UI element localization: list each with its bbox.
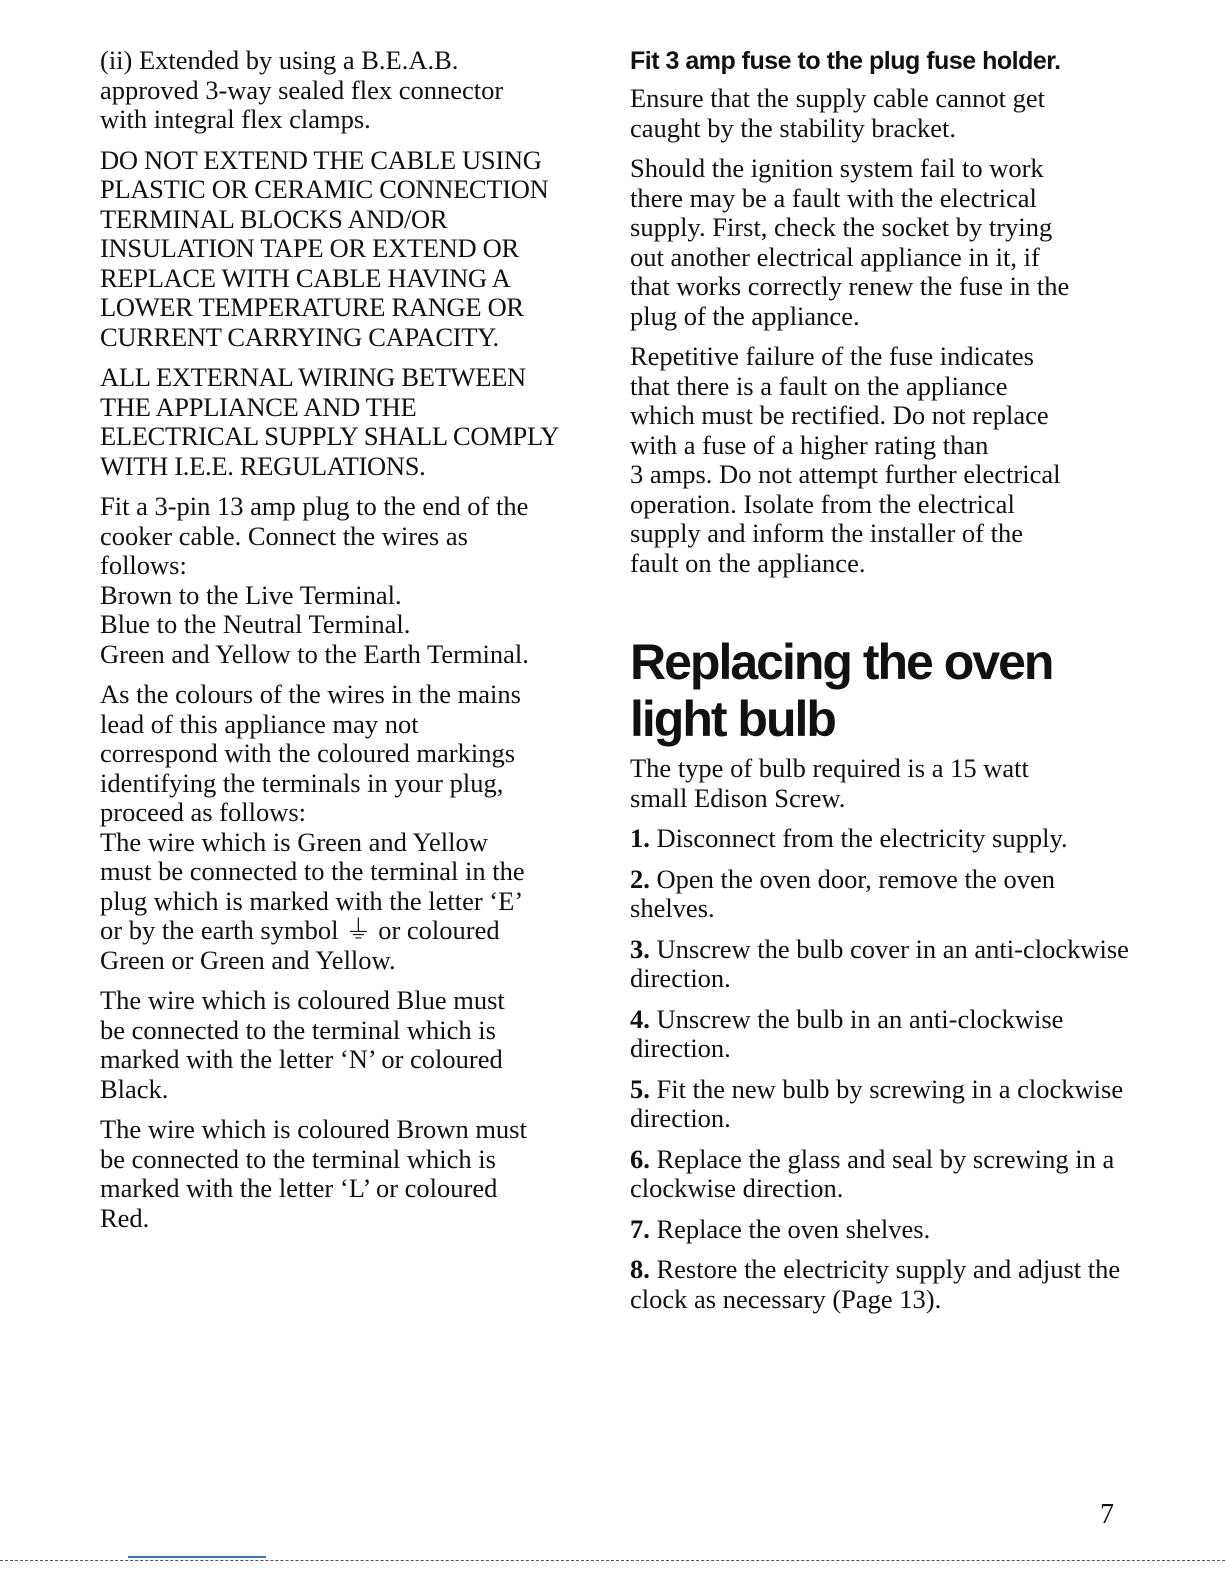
step-item: 8. Restore the electricity supply and adjust the clock as necessary (Page 13).: [630, 1254, 1121, 1314]
right-column: [630, 46, 1130, 1325]
step-item: 1. Disconnect from the electricity supply.: [630, 823, 1068, 853]
supply-cable-paragraph: Ensure that the supply cable cannot get caught by the stability bracket.: [630, 83, 1046, 143]
step-item: 3. Unscrew the bulb cover in an anti-clockwise direction.: [630, 933, 1129, 993]
cable-extension-warning: DO NOT EXTEND THE CABLE USING PLASTIC OR CERAMIC CONNECTION TERMINAL BLOCKS AND/OR INSULATION TAPE OR EXTEND OR REPLACE WITH CABLE HAVING A LOWER TEMPERATURE RANGE OR CURRENT CARRYING CAPACITY.: [100, 144, 549, 352]
step-item: 6. Replace the glass and seal by screwing in a clockwise direction.: [630, 1143, 1115, 1203]
brown-wire-paragraph: The wire which is coloured Brown must be connected to the terminal which is marked with the letter ‘L’ or coloured Red.: [100, 1114, 527, 1233]
page-number: 7: [1100, 1499, 1114, 1530]
wire-colours-paragraph: As the colours of the wires in the mains lead of this appliance may not correspond with the coloured markings identifying the terminals in your plug, proceed as follows: The wire which is Green and Yellow must be connected to the terminal in the plug which is marked with the letter ‘E’ or by the earth symbol ⏚ or coloured Green or Green and Yellow.: [100, 679, 525, 975]
step-item: 7. Replace the oven shelves.: [630, 1213, 931, 1244]
fuse-heading: Fit 3 amp fuse to the plug fuse holder.: [630, 47, 1061, 75]
step-item: 5. Fit the new bulb by screwing in a clockwise direction.: [630, 1073, 1124, 1133]
left-column: [100, 46, 590, 1244]
ignition-fault-paragraph: Should the ignition system fail to work there may be a fault with the electrical supply. First, check the socket by trying out another electrical appliance in it, if that works correctly renew the fuse in the plug of the appliance.: [630, 153, 1070, 331]
plug-wiring-instructions: Fit a 3-pin 13 amp plug to the end of the cooker cable. Connect the wires as follows: Brown to the Live Terminal. Blue to the Neutral Terminal. Green and Yellow to the Earth Terminal.: [100, 491, 529, 669]
fuse-failure-paragraph: Repetitive failure of the fuse indicates that there is a fault on the appliance which must be rectified. Do not replace with a fuse of a higher rating than 3 amps. Do not attempt further electrical operation. Isolate from the electrical supply and inform the installer of the fault on the appliance.: [630, 341, 1061, 578]
step-item: 2. Open the oven door, remove the oven shelves.: [630, 863, 1056, 923]
page-bottom-tab-marker: [128, 1556, 266, 1558]
section-title: Replacing the oven light bulb: [630, 634, 1053, 747]
bulb-type-intro: The type of bulb required is a 15 watt small Edison Screw.: [630, 753, 1029, 813]
page-bottom-divider: [0, 1560, 1225, 1561]
external-wiring-notice: ALL EXTERNAL WIRING BETWEEN THE APPLIANCE AND THE ELECTRICAL SUPPLY SHALL COMPLY WITH I.E.E. REGULATIONS.: [100, 362, 560, 481]
flex-connector-paragraph: (ii) Extended by using a B.E.A.B. approved 3-way sealed flex connector with integral flex clamps.: [100, 45, 504, 134]
blue-wire-paragraph: The wire which is coloured Blue must be connected to the terminal which is marked with the letter ‘N’ or coloured Black.: [100, 985, 505, 1104]
step-item: 4. Unscrew the bulb in an anti-clockwise direction.: [630, 1003, 1064, 1063]
